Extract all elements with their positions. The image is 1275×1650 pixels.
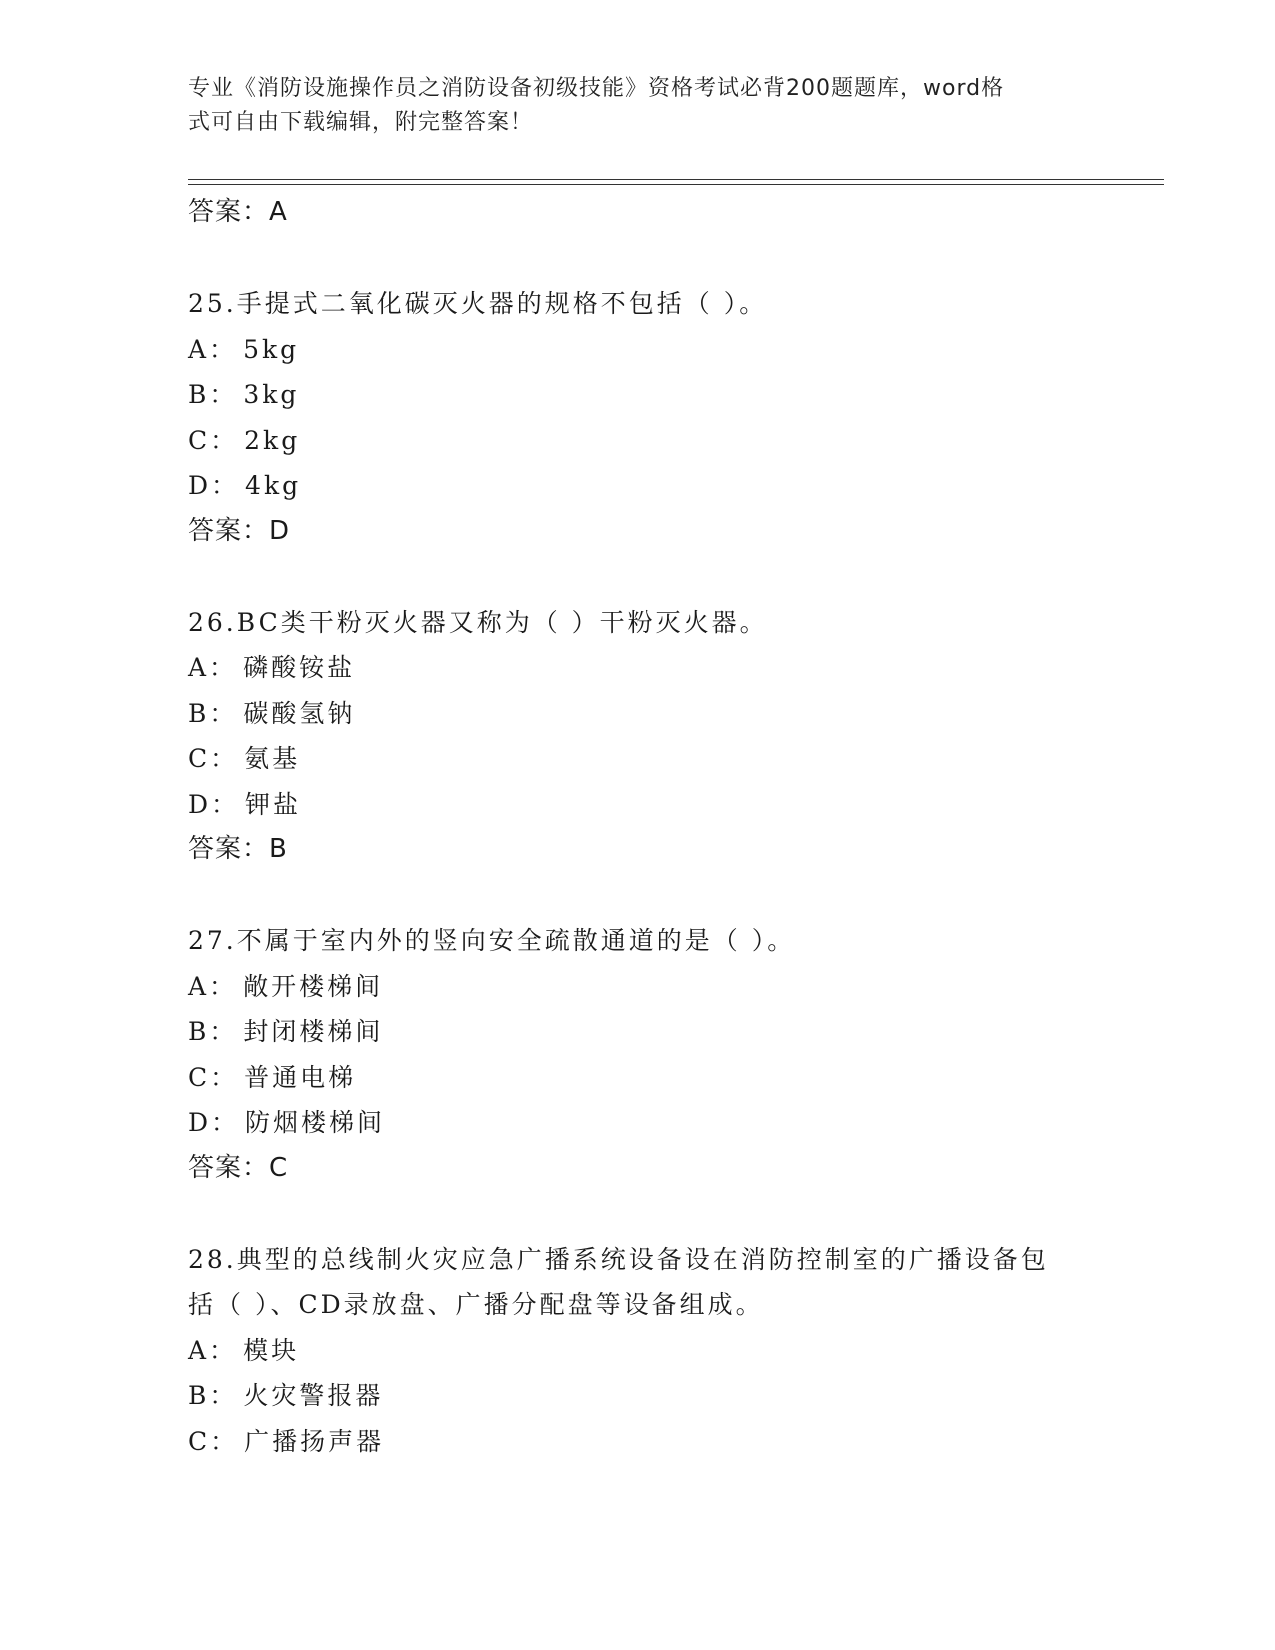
option-c xyxy=(188,736,1088,782)
option-text: 5kg xyxy=(243,334,300,364)
header-divider-top xyxy=(188,179,1164,180)
option-c xyxy=(188,418,1088,464)
option-a xyxy=(188,645,1088,691)
option-letter: C： xyxy=(188,1426,239,1456)
option-text: 广播扬声器 xyxy=(244,1426,385,1456)
option-letter: A： xyxy=(188,653,238,682)
option-a xyxy=(188,327,1088,373)
option-b xyxy=(188,1373,1088,1419)
header-line-1: 专业《消防设施操作员之消防设备初级技能》资格考试必背200题题库，word格 xyxy=(188,76,1005,101)
option-a xyxy=(188,964,1088,1010)
option-letter: B： xyxy=(188,1017,238,1046)
question-text: 不属于室内外的竖向安全疏散通道的是（ ）。 xyxy=(236,926,796,955)
option-letter: D： xyxy=(188,1108,240,1137)
option-letter: B： xyxy=(188,1381,238,1410)
option-letter: B： xyxy=(188,698,238,728)
option-text: 普通电梯 xyxy=(244,1062,357,1092)
option-d xyxy=(188,463,1088,509)
option-b xyxy=(188,1009,1088,1055)
question-text: BC类干粉灭火器又称为（ ）干粉灭火器。 xyxy=(236,607,768,637)
answer-line: 答案：C xyxy=(188,1152,289,1183)
option-letter: A： xyxy=(188,1335,238,1365)
option-b xyxy=(188,691,1088,737)
option-letter: C： xyxy=(188,425,239,455)
option-text: 3kg xyxy=(243,380,300,409)
answer-line: 答案：A xyxy=(188,197,288,227)
header-divider-bottom xyxy=(188,184,1164,185)
question-27 xyxy=(188,918,1088,964)
option-text: 敞开楼梯间 xyxy=(243,971,384,1001)
option-text: 磷酸铵盐 xyxy=(243,653,356,682)
option-text: 火灾警报器 xyxy=(243,1381,384,1410)
option-letter: D： xyxy=(188,789,240,819)
option-text: 模块 xyxy=(243,1335,300,1365)
question-28 xyxy=(188,1237,1088,1283)
option-c xyxy=(188,1419,1088,1465)
option-text: 封闭楼梯间 xyxy=(243,1017,384,1046)
question-number: 28. xyxy=(188,1244,237,1274)
option-text: 碳酸氢钠 xyxy=(243,698,356,728)
option-letter: A： xyxy=(188,971,238,1001)
option-letter: D： xyxy=(188,471,240,500)
option-b xyxy=(188,372,1088,418)
question-text-line-1: 典型的总线制火灾应急广播系统设备设在消防控制室的广播设备包 xyxy=(236,1244,1049,1274)
question-28-continued xyxy=(188,1282,1088,1328)
question-number: 25. xyxy=(188,289,237,318)
question-list xyxy=(188,190,1088,1464)
document-header xyxy=(188,72,1068,140)
option-letter: A： xyxy=(188,334,238,364)
option-letter: C： xyxy=(188,1062,239,1092)
option-text: 钾盐 xyxy=(245,789,302,819)
option-d xyxy=(188,782,1088,828)
question-text: 手提式二氧化碳灭火器的规格不包括（ ）。 xyxy=(236,289,768,318)
option-a xyxy=(188,1328,1088,1374)
option-letter: C： xyxy=(188,744,239,773)
option-d xyxy=(188,1100,1088,1146)
question-number: 27. xyxy=(188,926,237,955)
question-26 xyxy=(188,600,1088,646)
question-25 xyxy=(188,281,1088,327)
answer-line: 答案：D xyxy=(188,515,291,546)
option-text: 防烟楼梯间 xyxy=(245,1108,386,1137)
option-text: 4kg xyxy=(245,471,302,500)
option-letter: B： xyxy=(188,380,238,409)
option-text: 2kg xyxy=(244,425,301,455)
answer-line: 答案：B xyxy=(188,834,288,864)
option-text: 氨基 xyxy=(244,744,301,773)
question-text-line-2: 括（ ）、CD录放盘、广播分配盘等设备组成。 xyxy=(188,1290,764,1319)
header-line-2: 式可自由下载编辑，附完整答案！ xyxy=(188,110,534,135)
question-number: 26. xyxy=(188,607,237,637)
option-c xyxy=(188,1055,1088,1101)
